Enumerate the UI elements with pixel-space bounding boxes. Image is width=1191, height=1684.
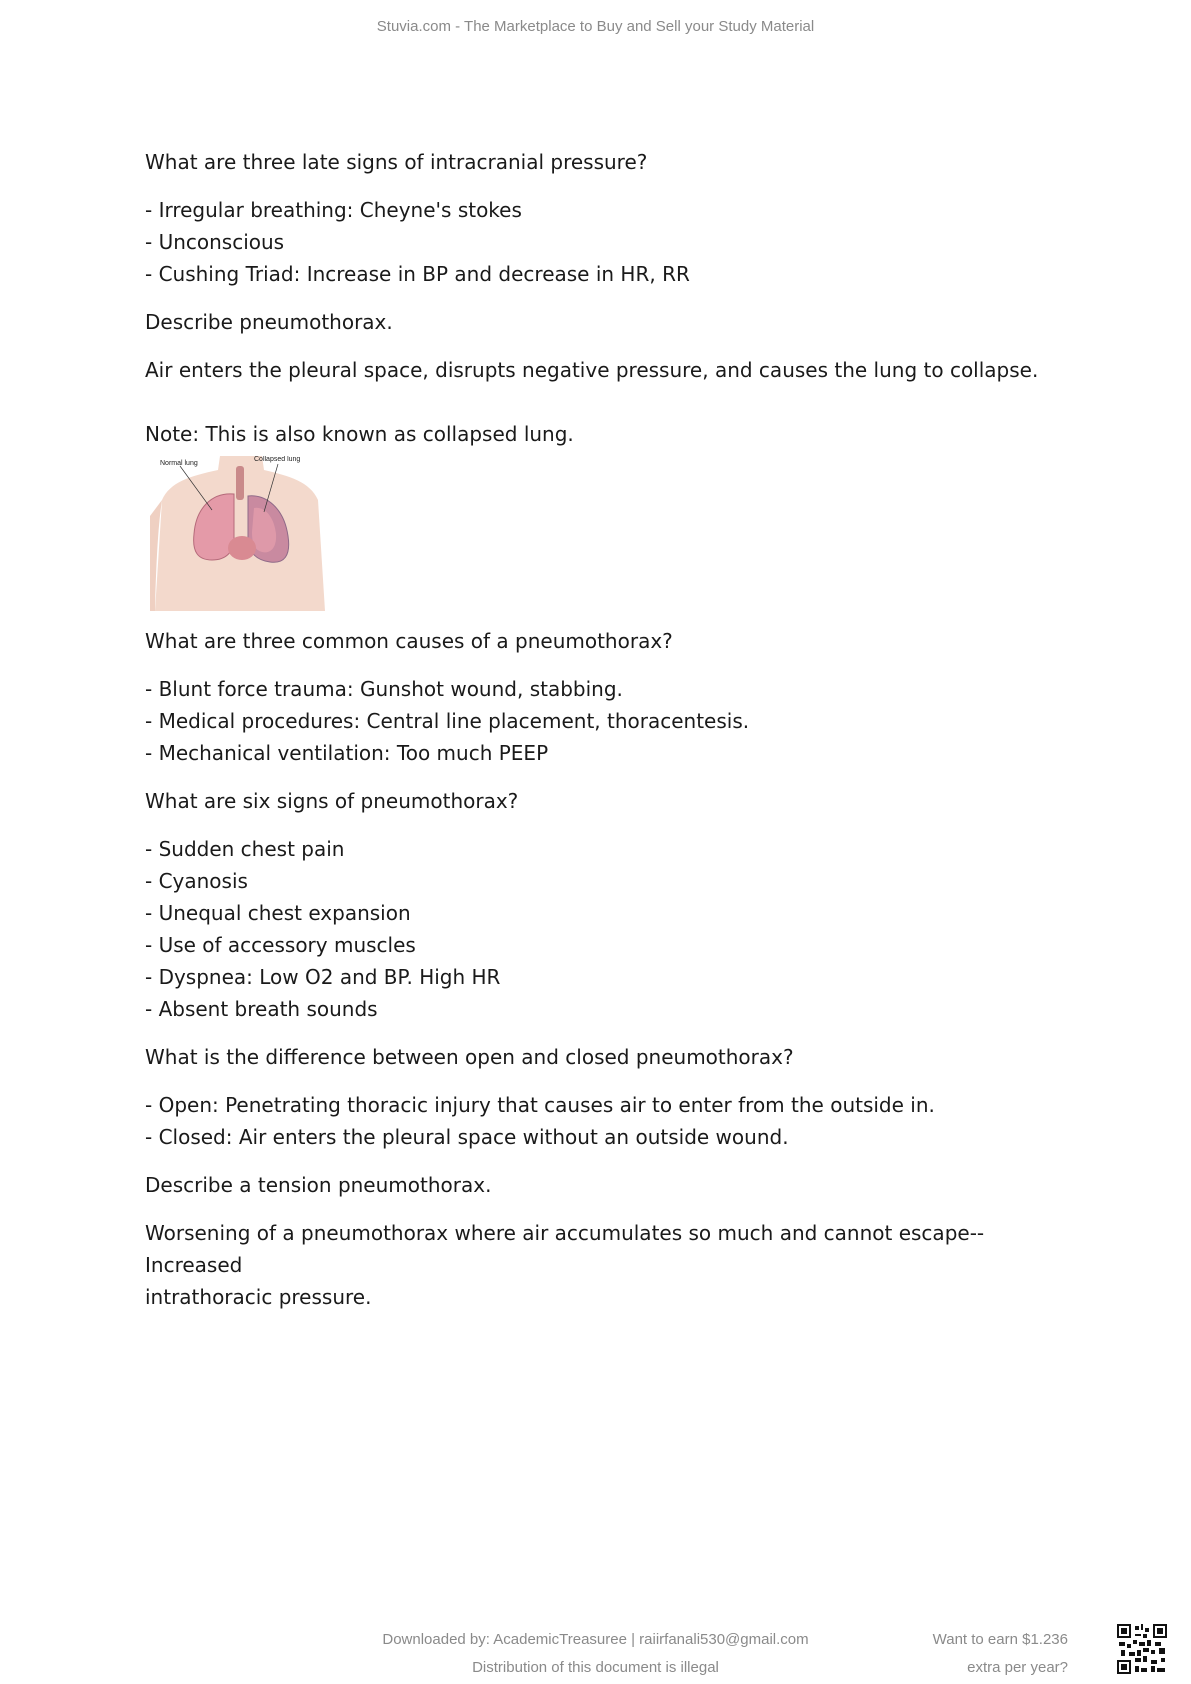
- answer-2: Air enters the pleural space, disrupts negative pressure, and causes the lung to collapse.: [145, 358, 1039, 382]
- answer-3-line: - Medical procedures: Central line placement, thoracentesis.: [145, 709, 750, 733]
- answer-6-line: Worsening of a pneumothorax where air accumulates so much and cannot escape-- Increased: [145, 1221, 985, 1277]
- downloaded-by-text: Downloaded by: AcademicTreasuree | raiirfanali530@gmail.com: [382, 1631, 809, 1648]
- answer-3-line: - Blunt force trauma: Gunshot wound, stabbing.: [145, 677, 623, 701]
- answer-4-line: - Absent breath sounds: [145, 997, 378, 1021]
- answer-1-line: - Cushing Triad: Increase in BP and decrease in HR, RR: [145, 262, 690, 286]
- earn-promo-line-1[interactable]: Want to earn $1.236: [932, 1631, 1068, 1648]
- answer-5: [145, 1089, 1075, 1153]
- answer-4-line: - Sudden chest pain: [145, 837, 345, 861]
- distribution-notice: Distribution of this document is illegal: [472, 1659, 719, 1676]
- answer-4: [145, 833, 1075, 1025]
- collapsed-lung-label: Collapsed lung: [254, 456, 301, 463]
- page-header: Stuvia.com - The Marketplace to Buy and Sell your Study Material: [376, 18, 815, 35]
- earn-promo[interactable]: [933, 1626, 1068, 1682]
- qr-code-icon[interactable]: [1117, 1624, 1167, 1674]
- normal-lung-label: Normal lung: [160, 460, 198, 467]
- answer-6: [145, 1217, 1075, 1313]
- earn-promo-line-2[interactable]: extra per year?: [967, 1659, 1068, 1676]
- question-2: Describe pneumothorax.: [145, 310, 393, 334]
- answer-2-note: Note: This is also known as collapsed lung.: [145, 422, 574, 446]
- answer-5-line: - Open: Penetrating thoracic injury that causes air to enter from the outside in.: [145, 1093, 935, 1117]
- answer-4-line: - Dyspnea: Low O2 and BP. High HR: [145, 965, 501, 989]
- answer-1: [145, 194, 1075, 290]
- answer-6-line: intrathoracic pressure.: [145, 1285, 372, 1309]
- answer-4-line: - Unequal chest expansion: [145, 901, 411, 925]
- question-5: What is the difference between open and closed pneumothorax?: [145, 1045, 794, 1069]
- lung-illustration: [150, 456, 330, 611]
- question-3: What are three common causes of a pneumothorax?: [145, 629, 673, 653]
- question-4: What are six signs of pneumothorax?: [145, 789, 519, 813]
- answer-4-line: - Cyanosis: [145, 869, 248, 893]
- answer-3-line: - Mechanical ventilation: Too much PEEP: [145, 741, 549, 765]
- question-6: Describe a tension pneumothorax.: [145, 1173, 492, 1197]
- answer-1-line: - Unconscious: [145, 230, 285, 254]
- answer-1-line: - Irregular breathing: Cheyne's stokes: [145, 198, 522, 222]
- answer-3: [145, 673, 1075, 769]
- answer-5-line: - Closed: Air enters the pleural space without an outside wound.: [145, 1125, 789, 1149]
- answer-4-line: - Use of accessory muscles: [145, 933, 416, 957]
- lung-diagram-image: [150, 456, 330, 611]
- document-body: [145, 146, 1075, 1329]
- question-1: What are three late signs of intracranial pressure?: [145, 150, 648, 174]
